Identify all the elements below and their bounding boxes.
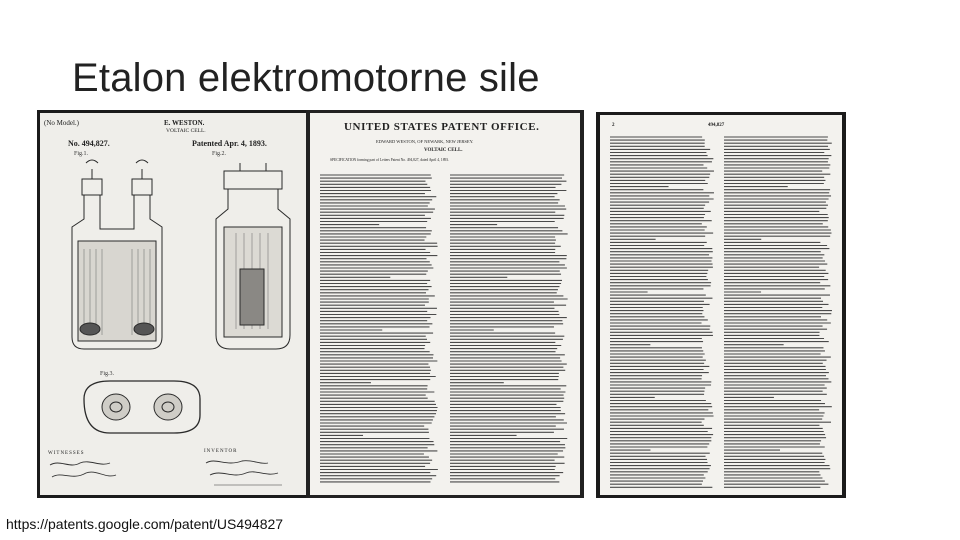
witnesses-label: WITNESSES <box>48 451 85 456</box>
patent-number: No. 494,827. <box>68 139 110 148</box>
page-two-body-text <box>600 133 842 493</box>
patent-drawing-sheet <box>37 110 325 498</box>
voltaic-cell-drawing <box>40 149 310 495</box>
patent-specification-page <box>306 110 584 498</box>
page-two <box>600 115 842 495</box>
inventor-label: INVENTOR <box>204 449 238 454</box>
subject-line: VOLTAIC CELL. <box>424 148 463 153</box>
handwritten-signatures <box>46 457 306 491</box>
office-header: UNITED STATES PATENT OFFICE. <box>344 121 540 133</box>
inventor-name: E. WESTON. <box>164 119 205 127</box>
svg-text:Fig.3.: Fig.3. <box>100 371 115 377</box>
svg-text:Fig.2.: Fig.2. <box>212 151 227 157</box>
slide-title: Etalon elektromotorne sile <box>72 56 540 100</box>
page-patent-number: 494,827 <box>708 123 725 128</box>
spec-body-text <box>310 171 580 491</box>
page-number: 2 <box>612 123 615 128</box>
spec-page <box>310 113 580 495</box>
model-label: (No Model.) <box>44 119 79 127</box>
source-url: https://patents.google.com/patent/US494827 <box>6 516 284 532</box>
spec-line: SPECIFICATION forming part of Letters Patent No. 494,827, dated April 4, 1893. <box>330 158 449 162</box>
drawing-page <box>40 113 310 495</box>
inventor-line: EDWARD WESTON, OF NEWARK, NEW JERSEY. <box>376 139 474 144</box>
patent-date: Patented Apr. 4, 1893. <box>192 139 267 148</box>
patent-page-two <box>596 112 846 498</box>
svg-text:Fig.1.: Fig.1. <box>74 151 89 157</box>
device-name: VOLTAIC CELL. <box>166 128 206 134</box>
